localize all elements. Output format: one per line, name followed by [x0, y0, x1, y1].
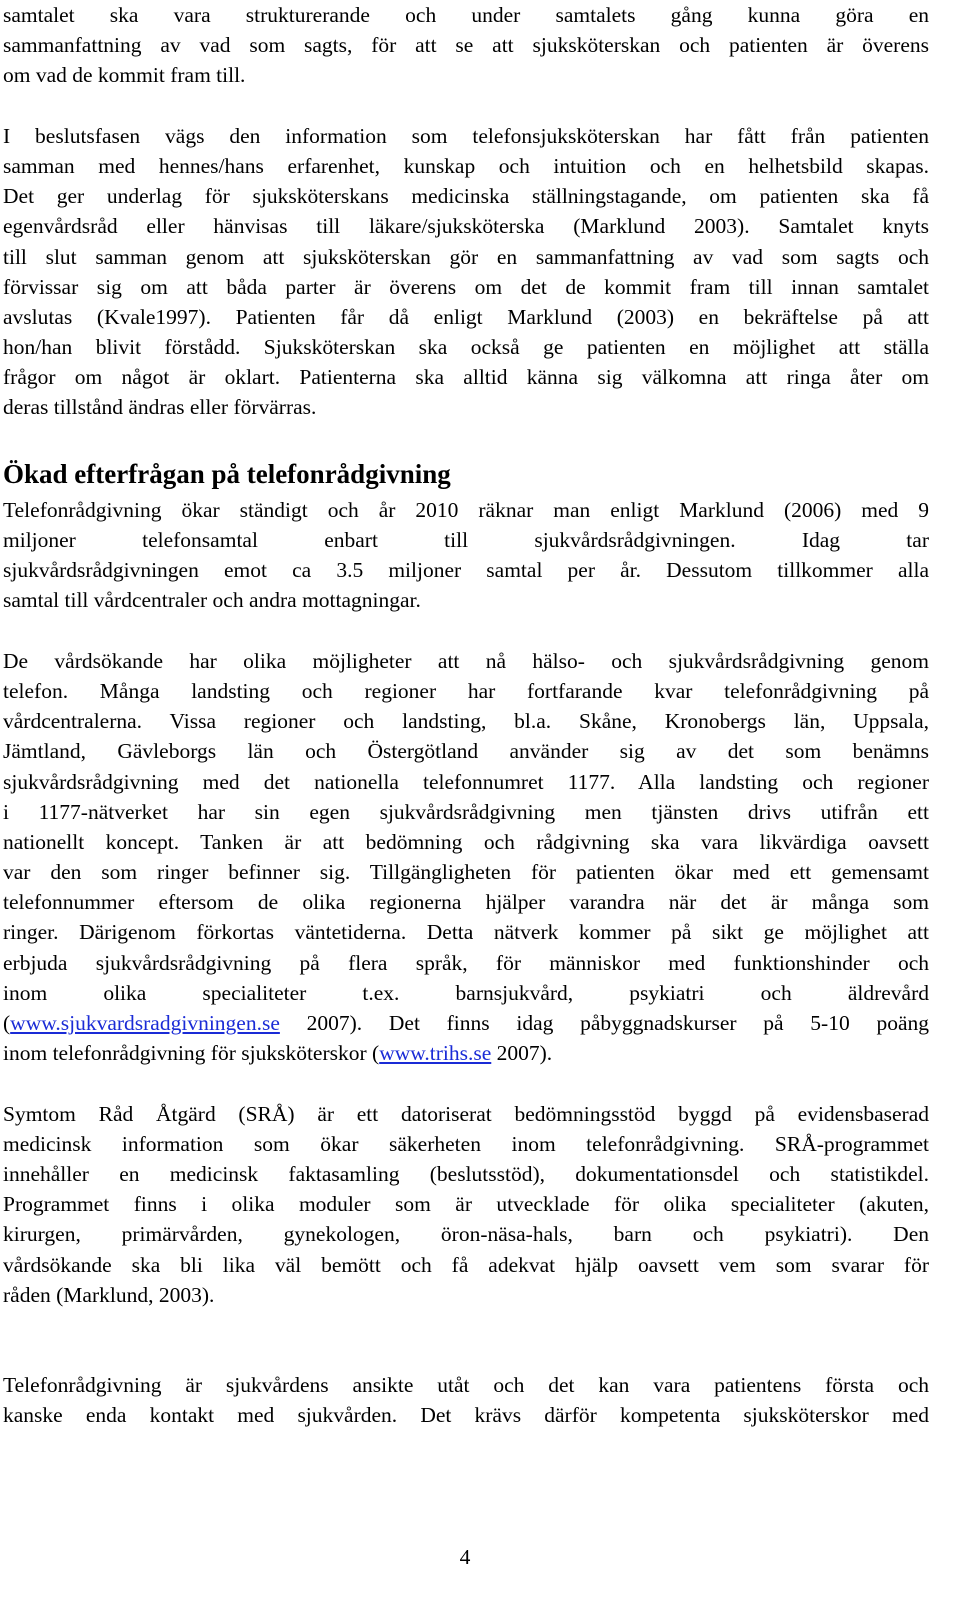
text-line: Telefonrådgivning ökar ständigt och år 2010 räknar man enligt Marklund (2006) med 9 [3, 497, 929, 522]
text-line: Jämtland, Gävleborgs län och Östergötland använder sig av det som benämns [3, 739, 929, 764]
text-line: Programmet finns i olika moduler som är utvecklade för olika specialiteter (akuten, [3, 1192, 929, 1217]
section-heading: Ökad efterfrågan på telefonrådgivning [3, 458, 451, 489]
text-line: sjukvårdsrådgivningen emot ca 3.5 miljoner samtal per år. Dessutom tillkommer alla [3, 558, 929, 583]
paragraph-3 [3, 495, 929, 616]
text-line: inom olika specialiteter t.ex. barnsjukvård, psykiatri och äldrevård [3, 980, 929, 1005]
text-line: ringer. Därigenom förkortas väntetiderna. Detta nätverk kommer på sikt ge möjlighet att [3, 920, 929, 945]
text-line: hon/han blivit förstådd. Sjuksköterskan ska också ge patienten en möjlighet att ställa [3, 335, 929, 360]
text-line: avslutas (Kvale1997). Patienten får då enligt Marklund (2003) en bekräftelse på att [3, 304, 929, 329]
paragraph-gap [3, 616, 929, 646]
text-line: egenvårdsråd eller hänvisas till läkare/sjuksköterska (Marklund 2003). Samtalet knyts [3, 214, 929, 239]
text-line: miljoner telefonsamtal enbart till sjukvårdsrådgivningen. Idag tar [3, 528, 929, 552]
text-line: vårdcentralerna. Vissa regioner och landsting, bl.a. Skåne, Kronobergs län, Uppsala, [3, 709, 929, 734]
text-fragment: 2007). Det finns idag påbyggnadskurser på 5-10 poäng [279, 1011, 929, 1035]
paragraph-1 [3, 0, 929, 91]
text-line: deras tillstånd ändras eller förvärras. [3, 395, 317, 420]
text-line: De vårdsökande har olika möjligheter att nå hälso- och sjukvårdsrådgivning genom [3, 648, 929, 673]
text-line: samtalet ska vara strukturerande och under samtalets gång kunna göra en [3, 3, 929, 27]
text-line: Det ger underlag för sjuksköterskans medicinska ställningstagande, om patienten ska få [3, 184, 929, 209]
paragraph-gap [3, 1068, 929, 1098]
text-line: telefonnummer eftersom de olika regionerna hjälper varandra när det är många som [3, 890, 929, 915]
text-line: i 1177-nätverket har sin egen sjukvårdsrådgivning men tjänsten drivs utifrån ett [3, 799, 929, 824]
paragraph-2 [3, 121, 929, 423]
paragraph-gap [3, 91, 929, 121]
text-line: innehåller en medicinsk faktasamling (beslutsstöd), dokumentationsdel och statistikdel. [3, 1161, 929, 1186]
text-line: kanske enda kontakt med sjukvården. Det krävs därför kompetenta sjuksköterskor med [3, 1403, 929, 1428]
text-line: till slut samman genom att sjuksköterskan gör en sammanfattning av vad som sagts och [3, 244, 929, 269]
text-fragment: ( [3, 1011, 11, 1035]
text-line: medicinsk information som ökar säkerheten inom telefonrådgivning. SRÅ-programmet [3, 1131, 929, 1156]
text-line: frågor om något är oklart. Patienterna ska alltid känna sig välkomna att ringa åter om [3, 365, 929, 390]
paragraph-gap [3, 1340, 929, 1370]
text-line: vårdsökande ska bli lika väl bemött och få adekvat hjälp oavsett vem som svarar för [3, 1252, 929, 1277]
text-line: råden (Marklund, 2003). [3, 1282, 215, 1307]
paragraph-gap [3, 423, 929, 453]
document-page [3, 0, 929, 1431]
text-line: kirurgen, primärvården, gynekologen, öron-näsa-hals, barn och psykiatri). Den [3, 1222, 929, 1247]
text-line: telefon. Många landsting och regioner har fortfarande kvar telefonrådgivning på [3, 678, 929, 703]
text-line: Symtom Råd Åtgärd (SRÅ) är ett datoriserat bedömningsstöd byggd på evidensbaserad [3, 1101, 929, 1126]
paragraph-5 [3, 1099, 929, 1310]
text-line: erbjuda sjukvårdsrådgivning på flera språk, för människor med funktionshinder och [3, 950, 929, 975]
text-line: var den som ringer befinner sig. Tillgängligheten för patienten ökar med ett gemensamt [3, 860, 929, 885]
text-line: samman med hennes/hans erfarenhet, kunskap och intuition och en helhetsbild skapas. [3, 153, 929, 178]
text-line: om vad de kommit fram till. [3, 63, 246, 88]
text-line [3, 1008, 929, 1038]
sjukvardsradgivningen-link[interactable]: www.sjukvardsradgivningen.se [10, 1011, 280, 1035]
text-line: sjukvårdsrådgivning med det nationella telefonnumret 1177. Alla landsting och regioner [3, 769, 929, 794]
text-line: nationellt koncept. Tanken är att bedömning och rådgivning ska vara likvärdiga oavsett [3, 829, 929, 854]
paragraph-gap [3, 1310, 929, 1340]
paragraph-6 [3, 1370, 929, 1430]
text-line: sammanfattning av vad som sagts, för att se att sjuksköterskan och patienten är överens [3, 33, 929, 58]
text-line: förvissar sig om att båda parter är överens om det de kommit fram till innan samtalet [3, 274, 929, 299]
text-fragment: inom telefonrådgivning för sjuksköterskor ( [3, 1041, 380, 1066]
trihs-link[interactable]: www.trihs.se [379, 1041, 492, 1066]
paragraph-4 [3, 646, 929, 1069]
text-line: Telefonrådgivning är sjukvårdens ansikte utåt och det kan vara patientens första och [3, 1373, 929, 1398]
text-fragment: 2007). [491, 1041, 553, 1066]
text-line: I beslutsfasen vägs den information som telefonsjuksköterskan har fått från patienten [3, 123, 929, 148]
text-line: samtal till vårdcentraler och andra mottagningar. [3, 588, 421, 613]
page-number: 4 [459, 1545, 471, 1569]
text-line [3, 1038, 929, 1068]
